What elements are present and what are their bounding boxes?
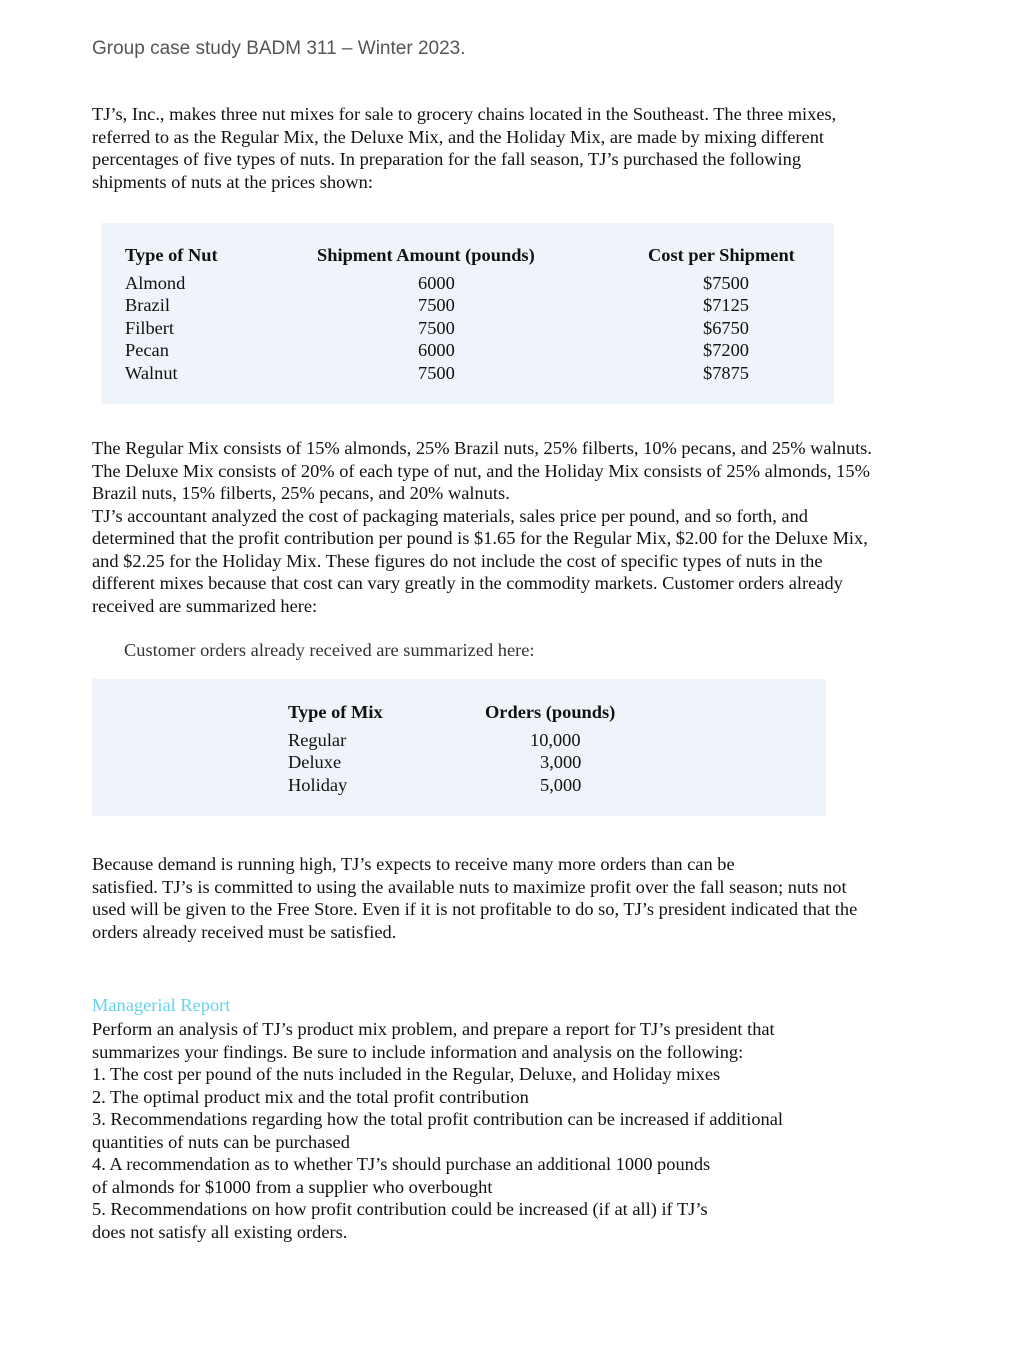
text-line: does not satisfy all existing orders. (92, 1221, 348, 1242)
table-cell: $7875 (703, 363, 749, 383)
text-line: shipments of nuts at the prices shown: (92, 171, 373, 192)
table-cell: $6750 (703, 318, 749, 338)
table-cell: $7200 (703, 340, 749, 360)
table-cell: Walnut (125, 363, 178, 383)
table-cell: Deluxe (288, 752, 342, 772)
table-header: Shipment Amount (pounds) (317, 245, 535, 265)
table-cell: 6000 (418, 340, 455, 360)
text-line: percentages of five types of nuts. In preparation for the fall season, TJ’s purchased the following (92, 149, 802, 169)
table-cell: 6000 (418, 273, 455, 293)
text-line: quantities of nuts can be purchased (92, 1131, 350, 1152)
table-cell: $7500 (703, 273, 749, 293)
text-line: referred to as the Regular Mix, the Deluxe Mix, and the Holiday Mix, are made by mixing different (92, 126, 825, 147)
table-cell: Regular (288, 730, 347, 750)
table-cell: Filbert (125, 318, 175, 338)
table-cell: 3,000 (540, 752, 582, 772)
text-line: 5. Recommendations on how profit contribution could be increased (if at all) if TJ’s (92, 1199, 708, 1219)
mix-paragraph (92, 437, 942, 617)
table-cell: 7500 (418, 295, 455, 315)
text-line: TJ’s accountant analyzed the cost of packaging materials, sales price per pound, and so forth, and (92, 505, 808, 526)
text-line: Brazil nuts, 15% filberts, 25% pecans, and 20% walnuts. (92, 483, 510, 503)
table-cell: $7125 (703, 295, 749, 315)
table-cell: Pecan (125, 340, 169, 360)
table-cell: Brazil (125, 295, 170, 315)
text-line: Because demand is running high, TJ’s expects to receive many more orders than can be (92, 854, 735, 874)
text-line: different mixes because that cost can vary greatly in the commodity markets. Customer orders already (92, 573, 843, 593)
orders-caption: Customer orders already received are summarized here: (124, 640, 535, 660)
table-cell: 7500 (418, 363, 455, 383)
text-line: orders already received must be satisfied. (92, 921, 397, 942)
managerial-report-title: Managerial Report (92, 995, 231, 1015)
text-line: The Regular Mix consists of 15% almonds, 25% Brazil nuts, 25% filberts, 10% pecans, and 25% walnuts. (92, 438, 872, 458)
nut-shipment-table (101, 223, 834, 404)
table-header: Cost per Shipment (648, 245, 795, 265)
table-header: Type of Nut (125, 245, 218, 265)
table-cell: Almond (125, 273, 186, 293)
text-line: and $2.25 for the Holiday Mix. These figures do not include the cost of specific types of nuts in the (92, 550, 823, 571)
orders-table (92, 679, 826, 816)
document-header: Group case study BADM 311 – Winter 2023. (92, 38, 466, 59)
managerial-report-body (92, 1018, 942, 1243)
text-line: determined that the profit contribution per pound is $1.65 for the Regular Mix, $2.00 for the Deluxe Mix, (92, 528, 868, 548)
table-cell: 5,000 (540, 775, 582, 795)
text-line: 2. The optimal product mix and the total profit contribution (92, 1086, 529, 1107)
text-line: of almonds for $1000 from a supplier who overbought (92, 1176, 493, 1197)
table-header: Type of Mix (288, 702, 383, 722)
table-cell: 7500 (418, 318, 455, 338)
text-line: satisfied. TJ’s is committed to using the available nuts to maximize profit over the fall season; nuts not (92, 876, 847, 897)
text-line: received are summarized here: (92, 595, 318, 616)
text-line: Perform an analysis of TJ’s product mix problem, and prepare a report for TJ’s president that (92, 1019, 775, 1039)
text-line: The Deluxe Mix consists of 20% of each type of nut, and the Holiday Mix consists of 25% almonds, 15% (92, 460, 870, 481)
table-cell: 10,000 (530, 730, 581, 750)
table-header: Orders (pounds) (485, 702, 616, 722)
text-line: 4. A recommendation as to whether TJ’s should purchase an additional 1000 pounds (92, 1154, 711, 1174)
text-line: used will be given to the Free Store. Even if it is not profitable to do so, TJ’s president indicated that the (92, 899, 858, 919)
text-line: 3. Recommendations regarding how the total profit contribution can be increased if additional (92, 1109, 783, 1129)
demand-paragraph (92, 853, 942, 943)
text-line: 1. The cost per pound of the nuts included in the Regular, Deluxe, and Holiday mixes (92, 1064, 721, 1084)
text-line: TJ’s, Inc., makes three nut mixes for sale to grocery chains located in the Southeast. The three mixes, (92, 104, 837, 124)
intro-paragraph (92, 103, 942, 193)
table-cell: Holiday (288, 775, 348, 795)
text-line: summarizes your findings. Be sure to include information and analysis on the following: (92, 1041, 744, 1062)
